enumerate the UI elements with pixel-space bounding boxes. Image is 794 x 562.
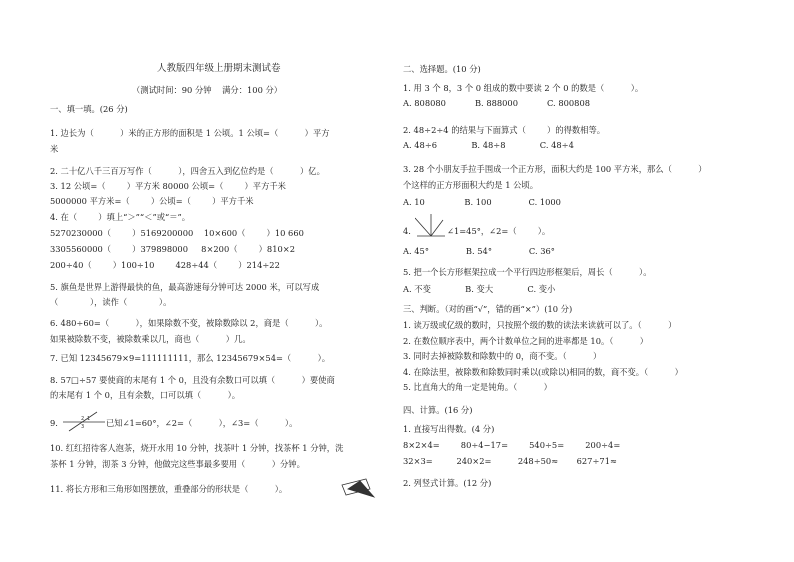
compare-row-3: 200÷40（ ）100÷10 428÷44（ ）214÷22 (50, 260, 280, 270)
svg-text:2: 2 (81, 416, 85, 422)
choice-q4-options: A. 45° B. 54° C. 36° (403, 246, 555, 256)
q11-line: 11. 将长方形和三角形如图摆放，重叠部分的形状是（ ）。 (50, 484, 288, 494)
choice-q3-options: A. 10 B. 100 C. 1000 (403, 197, 561, 207)
choice-q4-line: ∠1=45°，∠2=（ ）。 (447, 226, 551, 236)
q4-line: 4. 在（ ）填上“＞”“＜”或“＝”。 (50, 212, 191, 222)
svg-text:1: 1 (87, 416, 91, 422)
section-3-heading: 三、判断。（对的画“√”，错的画“×”）(10 分) (403, 304, 573, 314)
choice-q3-line-1: 3. 28 个小朋友手拉手围成一个正方形，面积大约是 100 平方米，那么（ ） (403, 164, 707, 174)
q3-line-2: 5000000 平方米=（ ）公顷=（ ）平方千米 (50, 196, 254, 206)
choice-q4-number: 4. (403, 226, 411, 236)
q8-line-2: 的末尾有 1 个 0，且有余数，口可以填（ ）。 (50, 390, 241, 400)
section-1-heading: 一、填一填。(26 分) (50, 104, 128, 114)
judge-q4: 4. 在除法里，被除数和除数同时乘以(或除以)相同的数，商不变。（ ） (403, 367, 683, 377)
svg-text:3: 3 (81, 424, 85, 430)
q8-line-1: 8. 57□÷57 要使商的末尾有 1 个 0，且没有余数口可以填（ ）要使商 (50, 375, 335, 385)
judge-q1: 1. 读万级或亿级的数时，只按照个级的数的读法来读就可以了。（ ） (403, 320, 677, 330)
compare-row-2: 3305560000（ ）379898000 8×200（ ）810×2 (50, 244, 296, 254)
rectangle-triangle-figure-icon (340, 477, 376, 499)
judge-q3: 3. 同时去掉被除数和除数中的 0，商不变。（ ） (403, 351, 602, 361)
calc-row-1: 8×2×4= 80÷4−17= 540÷5= 200÷4= (403, 440, 621, 450)
compare-row-1: 5270230000（ ）5169200000 10×600（ ）10 660 (50, 228, 304, 238)
q1-line-2: 米 (50, 144, 59, 154)
q2-line: 2. 二十亿八千三百万写作（ ），四舍五入到亿位约是（ ）亿。 (50, 166, 325, 176)
page-subtitle: （测试时间：90 分钟 满分：100 分） (132, 85, 283, 95)
angle-figure-icon (63, 410, 105, 432)
judge-q2: 2. 在数位顺序表中，两个计数单位之间的进率都是 10。（ ） (403, 336, 649, 346)
q9-line: 已知∠1=60°，∠2=（ ），∠3=（ ）。 (106, 418, 298, 428)
calc-q1-heading: 1. 直接写出得数。(4 分) (403, 424, 495, 434)
choice-q5-options: A. 不变 B. 变大 C. 变小 (403, 284, 556, 294)
q1-line-1: 1. 边长为（ ）米的正方形的面积是 1 公顷。1 公顷=（ ）平方 (50, 128, 330, 138)
choice-q2-options: A. 48÷6 B. 48÷8 C. 48÷4 (403, 140, 574, 150)
q5-line-1: 5. 旗鱼是世界上游得最快的鱼，最高游速每分钟可达 2000 米，可以写成 (50, 282, 320, 292)
q6-line-1: 6. 480÷60=（ ），如果除数不变，被除数除以 2，商是（ ）。 (50, 318, 328, 328)
choice-q3-line-2: 个这样的正方形面积大约是 1 公顷。 (403, 180, 539, 190)
choice-q2: 2. 48÷2÷4 的结果与下面算式（ ）的得数相等。 (403, 125, 606, 135)
section-4-heading: 四、计算。(16 分) (403, 405, 473, 415)
page-title: 人教版四年级上册期末测试卷 (157, 63, 281, 74)
choice-q1: 1. 用 3 个 8，3 个 0 组成的数中要读 2 个 0 的数是（ ）。 (403, 83, 644, 93)
q10-line-1: 10. 红红招待客人泡茶，烧开水用 10 分钟，找茶叶 1 分钟，找茶杯 1 分钟，洗 (50, 443, 344, 453)
choice-q1-options: A. 808080 B. 888000 C. 800808 (403, 98, 591, 108)
q9-number: 9. (50, 418, 58, 428)
q3-line-1: 3. 12 公顷=（ ）平方米 80000 公顷=（ ）平方千米 (50, 181, 286, 191)
q6-line-2: 如果被除数不变，被除数乘以几，商也（ ）几。 (50, 334, 251, 344)
calc-q2-heading: 2. 列竖式计算。(12 分) (403, 478, 492, 488)
q5-line-2: （ ），读作（ ）。 (50, 297, 172, 307)
section-2-heading: 二、选择题。(10 分) (403, 64, 481, 74)
angle-lines-figure-icon (415, 214, 445, 240)
judge-q5: 5. 比直角大的角一定是钝角。（ ） (403, 382, 552, 392)
q10-line-2: 茶杯 1 分钟，沏茶 3 分钟，他做完这些事最多要用（ ）分钟。 (50, 459, 305, 469)
q7-line: 7. 已知 12345679×9=111111111，那么 12345679×54=（ ）。 (50, 353, 331, 363)
choice-q5: 5. 把一个长方形框架拉成一个平行四边形框架后，周长（ ）。 (403, 267, 652, 277)
calc-row-2: 32×3= 240×2= 248÷50≈ 627÷71≈ (403, 456, 617, 466)
